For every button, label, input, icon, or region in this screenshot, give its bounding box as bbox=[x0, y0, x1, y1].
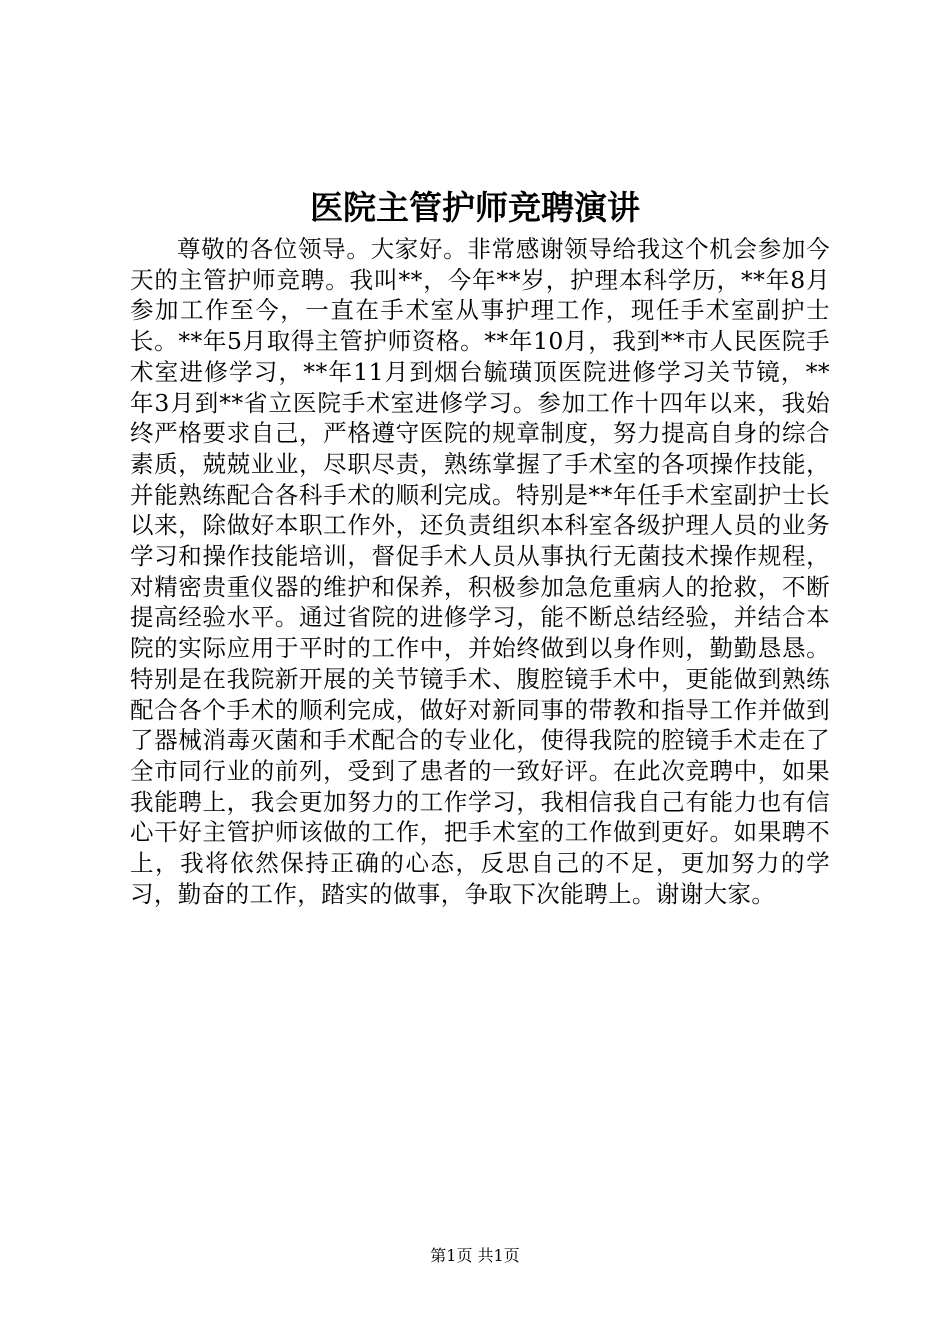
page-number: 第1页 共1页 bbox=[430, 1246, 520, 1265]
document-body: 尊敬的各位领导。大家好。非常感谢领导给我这个机会参加今天的主管护师竞聘。我叫**，今年**岁，护理本科学历，**年8月参加工作至今，一直在手术室从事护理工作，现任手术室副护士长。**年5月取得主管护师资格。**年10月，我到**市人民医院手术室进修学习，**年11月到烟台毓璜顶医院进修学习关节镜，**年3月到**省立医院手术室进修学习。参加工作十四年以来，我始终严格要求自己，严格遵守医院的规章制度，努力提高自身的综合素质，兢兢业业，尽职尽责，熟练掌握了手术室的各项操作技能，并能熟练配合各科手术的顺利完成。特别是**年任手术室副护士长以来，除做好本职工作外，还负责组织本科室各级护理人员的业务学习和操作技能培训，督促手术人员从事执行无菌技术操作规程，对精密贵重仪器的维护和保养，积极参加急危重病人的抢救，不断提高经验水平。通过省院的进修学习，能不断总结经验，并结合本院的实际应用于平时的工作中，并始终做到以身作则，勤勤恳恳。特别是在我院新开展的关节镜手术、腹腔镜手术中，更能做到熟练配合各个手术的顺利完成，做好对新同事的带教和指导工作并做到了器械消毒灭菌和手术配合的专业化，使得我院的腔镜手术走在了全市同行业的前列，受到了患者的一致好评。在此次竞聘中，如果我能聘上，我会更加努力的工作学习，我相信我自己有能力也有信心干好主管护师该做的工作，把手术室的工作做到更好。如果聘不上，我将依然保持正确的心态，反思自己的不足，更加努力的学习，勤奋的工作，踏实的做事，争取下次能聘上。谢谢大家。 bbox=[130, 235, 830, 908]
document-title: 医院主管护师竞聘演讲 bbox=[310, 188, 640, 227]
